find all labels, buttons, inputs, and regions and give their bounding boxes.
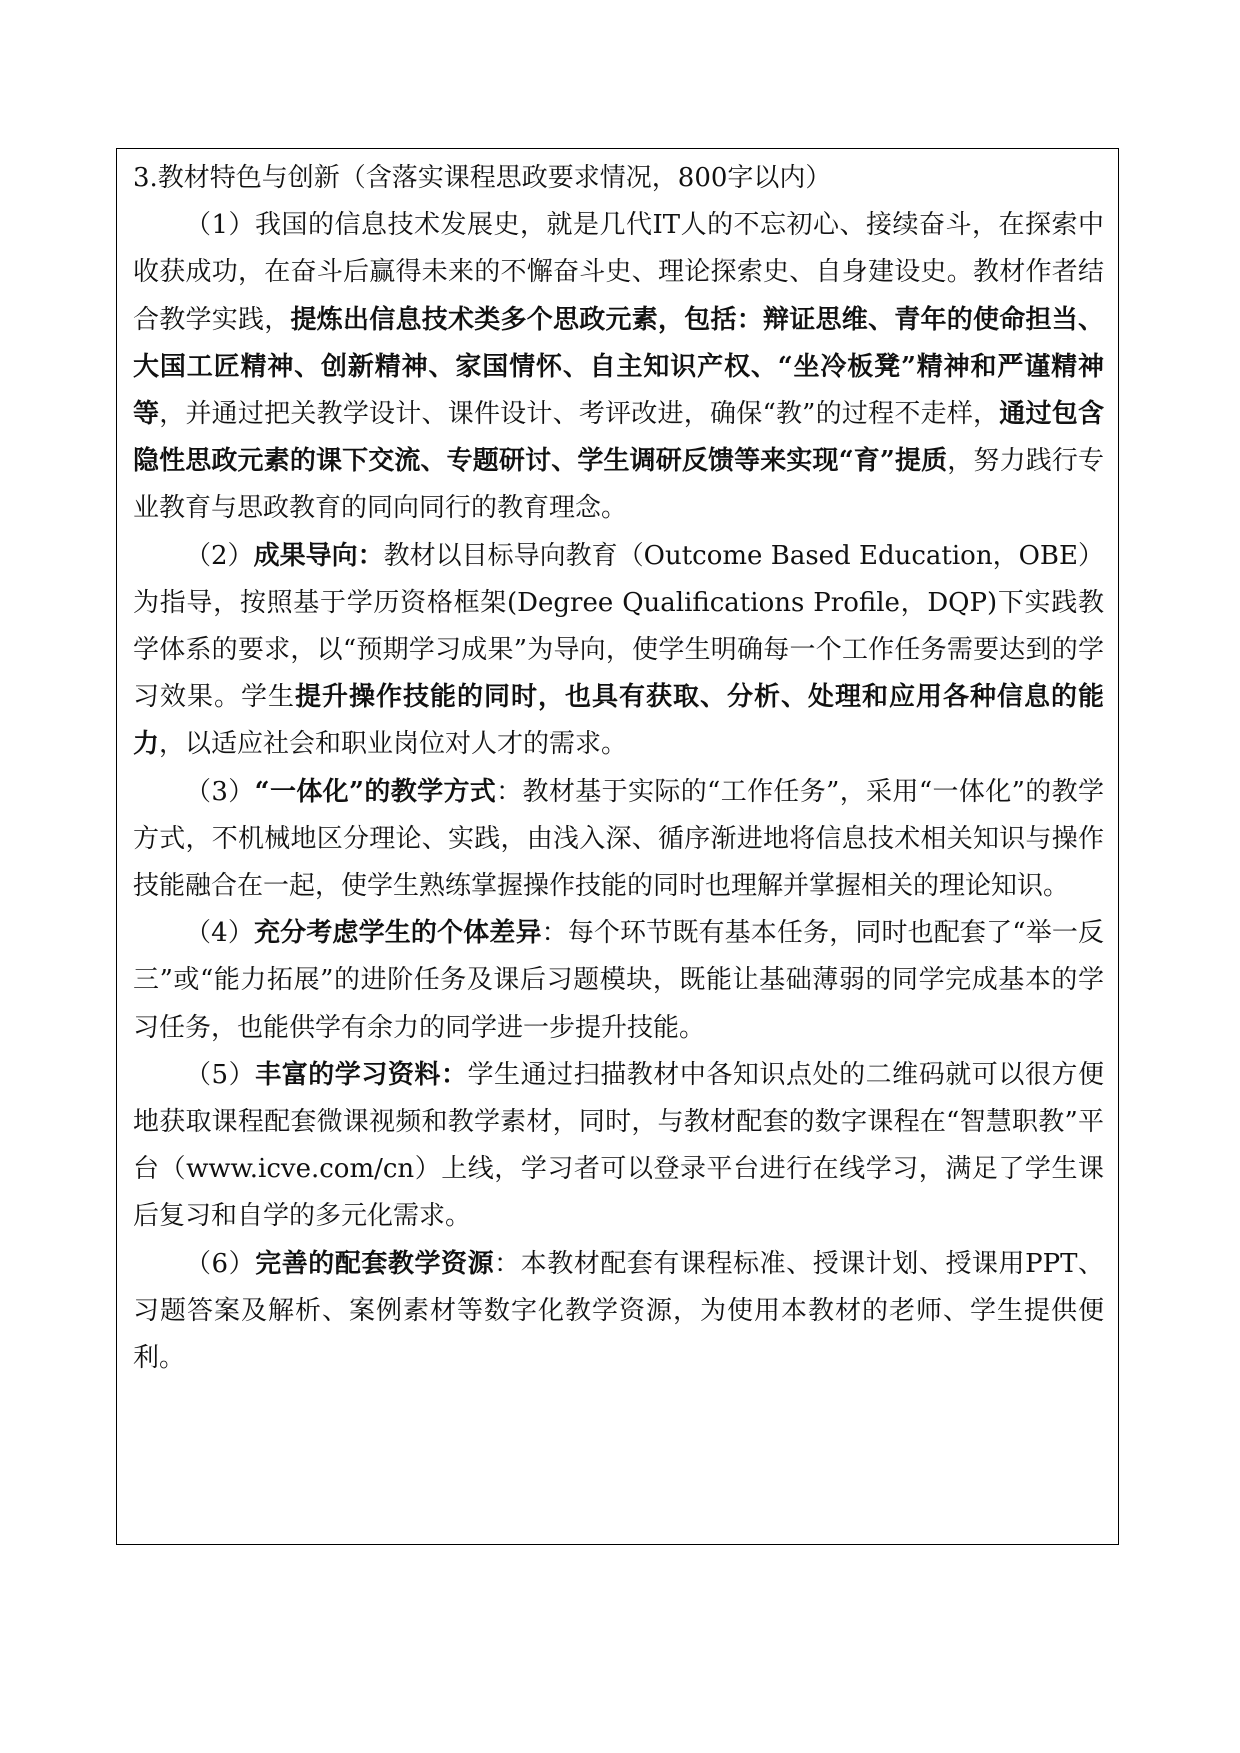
p2-text-3: ，以适应社会和职业岗位对人才的需求。 [159,729,628,760]
p5-text-1: （5） [185,1059,256,1090]
form-table-cell [116,148,1119,1545]
paragraph-4 [133,910,1104,1052]
p3-text-1: （3） [185,776,255,807]
paragraph-3 [133,769,1104,911]
p2-bold-2: 提升操作技能的同时，也具有获取、分析、处理和应用各种信息的能力 [133,682,1104,760]
p2-text-2: 教材以目标导向教育（Outcome Based Education，OBE）为指导，按照基于学历资格框架(Degree Qualifications Profile，DQP)下实践教学体系的要求，以“预期学习成果”为导向，使学生明确每一个工作任务需要达到的学习效果。学生 [133,540,1104,713]
p6-text-2: ：本教材配套有课程标准、授课计划、授课用PPT、习题答案及解析、案例素材等数字化教学资源，为使用本教材的老师、学生提供便利。 [133,1248,1104,1374]
p3-bold-1: “一体化”的教学方式 [254,776,497,807]
paragraph-1 [133,202,1104,532]
p4-text-2: ：每个环节既有基本任务，同时也配套了“举一反三”或“能力拓展”的进阶任务及课后习题模块，既能让基础薄弱的同学完成基本的学习任务，也能供学有余力的同学进一步提升技能。 [133,918,1104,1043]
p6-bold-1: 完善的配套教学资源 [255,1248,495,1279]
paragraph-2 [133,533,1104,769]
p4-bold-1: 充分考虑学生的个体差异 [253,918,542,949]
p2-text-1: （2） [185,540,254,571]
paragraph-6 [133,1241,1104,1383]
p1-text-2: ，并通过把关教学设计、课件设计、考评改进，确保“教”的过程不走样， [159,399,1000,430]
p1-bold-2: 通过包含隐性思政元素的课下交流、专题研讨、学生调研反馈等来实现“育”提质 [133,399,1104,477]
p6-text-1: （6） [185,1248,256,1279]
p3-text-2: ：教材基于实际的“工作任务”，采用“一体化”的教学方式，不机械地区分理论、实践，由浅入深、循序渐进地将信息技术相关知识与操作技能融合在一起，使学生熟练掌握操作技能的同时也理解并掌握相关的理论知识。 [133,776,1105,902]
p5-bold-1: 丰富的学习资料： [255,1059,468,1090]
p4-text-1: （4） [185,918,254,949]
p1-text-3: ，努力践行专业教育与思政教育的同向同行的教育理念。 [133,446,1104,524]
p5-text-2: 学生通过扫描教材中各知识点处的二维码就可以很方便地获取课程配套微课视频和教学素材，同时，与教材配套的数字课程在“智慧职教”平台（www.icve.com/cn）上线，学习者可以登录平台进行在线学习，满足了学生课后复习和自学的多元化需求。 [133,1059,1104,1232]
paragraph-5 [133,1052,1104,1241]
section-content [133,155,1104,1382]
p1-text-1: （1）我国的信息技术发展史，就是几代IT人的不忘初心、接续奋斗，在探索中收获成功，在奋斗后赢得未来的不懈奋斗史、理论探索史、自身建设史。教材作者结合教学实践， [133,210,1104,335]
p2-bold-1: 成果导向： [253,540,384,571]
section-heading: 3.教材特色与创新（含落实课程思政要求情况，800字以内） [133,163,832,193]
p1-bold-1: 提炼出信息技术类多个思政元素，包括：辩证思维、青年的使命担当、大国工匠精神、创新精神、家国情怀、自主知识产权、“坐冷板凳”精神和严谨精神等 [133,304,1104,430]
